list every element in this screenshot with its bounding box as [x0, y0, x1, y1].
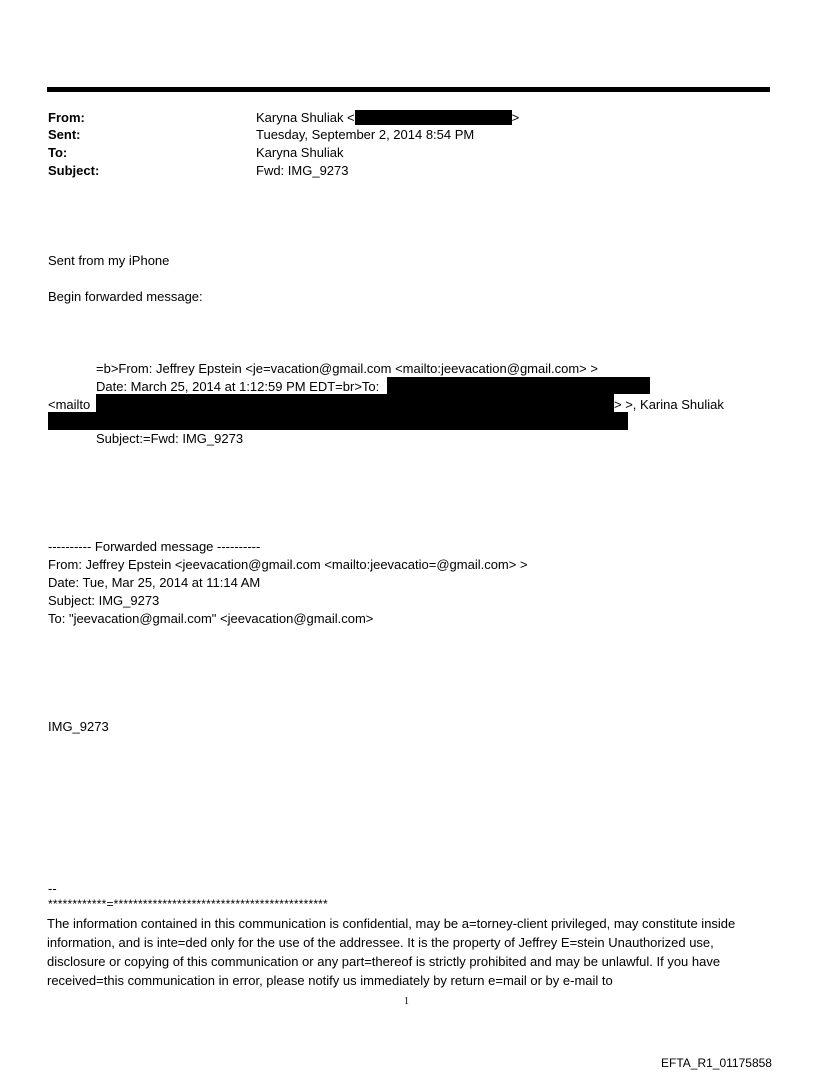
- fwd2-to-line: To: "jeevacation@gmail.com" <jeevacation@gmail.com>: [48, 611, 374, 626]
- sent-label: Sent:: [48, 127, 81, 142]
- begin-forwarded-line: Begin forwarded message:: [48, 289, 203, 304]
- redaction-box: [48, 412, 628, 430]
- fwd2-subject-line: Subject: IMG_9273: [48, 593, 160, 608]
- attachment-name: IMG_9273: [48, 719, 109, 734]
- fwd2-separator: ---------- Forwarded message ----------: [48, 539, 261, 554]
- disclaimer-paragraph: The information contained in this communication is confidential, may be a=torney-client privileged, may constitute inside information, and is inte=ded only for the use of the addressee. It is the property of Jeffrey E=stein Unauthorized use, disclosure or copying of this communication or any part=thereof is strictly prohibited and may be unlawful. If you have received=this communication in error, please notify us immediately by return e=mail or by e-mail to: [47, 916, 736, 988]
- fwd1-to-tail: > >, Karina Shuliak: [614, 397, 724, 412]
- redaction-box: [355, 110, 512, 125]
- sent-value: Tuesday, September 2, 2014 8:54 PM: [256, 127, 475, 142]
- to-label: To:: [48, 145, 68, 160]
- from-value: [256, 109, 519, 127]
- fwd2-date-line: Date: Tue, Mar 25, 2014 at 11:14 AM: [48, 575, 261, 590]
- subject-value: Fwd: IMG_9273: [256, 163, 349, 178]
- subject-label: Subject:: [48, 163, 100, 178]
- sent-from-line: Sent from my iPhone: [48, 253, 170, 268]
- from-value-suffix: >: [511, 110, 520, 125]
- fwd1-from-line: =b>From: Jeffrey Epstein <je=vacation@gmail.com <mailto:jeevacation@gmail.com> >: [96, 361, 598, 376]
- signature-stars: ************=********************************************: [48, 897, 328, 911]
- redaction-box: [96, 394, 614, 412]
- fwd2-from-line: From: Jeffrey Epstein <jeevacation@gmail.com <mailto:jeevacatio=@gmail.com> >: [48, 557, 528, 572]
- from-value-prefix: Karyna Shuliak <: [256, 110, 355, 125]
- page-number: 1: [404, 996, 409, 1007]
- header-rule: [47, 87, 770, 92]
- signature-dashes: --: [48, 881, 57, 896]
- from-label: From:: [48, 110, 85, 125]
- fwd1-subject-line: Subject:=Fwd: IMG_9273: [96, 431, 244, 446]
- fwd1-date-line: Date: March 25, 2014 at 1:12:59 PM EDT=br>To:: [96, 379, 380, 394]
- to-value: Karyna Shuliak: [256, 145, 344, 160]
- fwd1-mailto: <mailto: [48, 397, 91, 412]
- redaction-box: [387, 377, 650, 394]
- document-id: EFTA_R1_01175858: [661, 1056, 772, 1070]
